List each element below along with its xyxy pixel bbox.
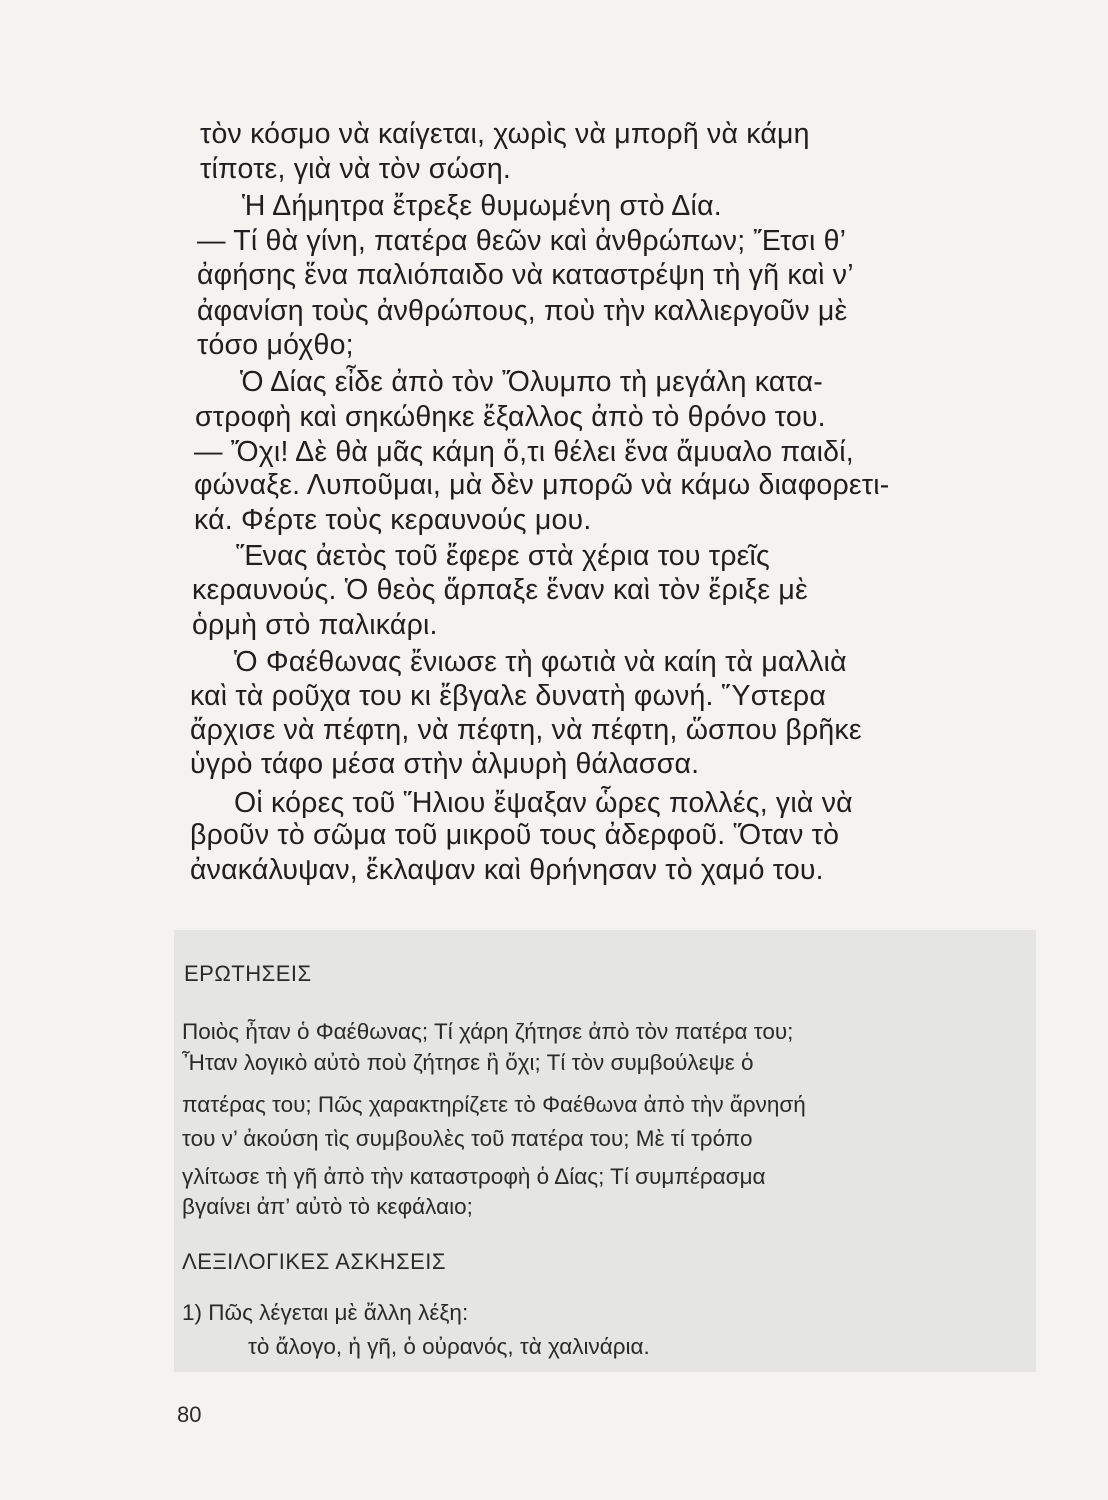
text-line: Ἕνας ἀετὸς τοῦ ἔφερε στὰ χέρια του τρεῖς (236, 540, 770, 572)
question-line: πατέρας του; Πῶς χαρακτηρίζετε τὸ Φαέθωνα ἀπὸ τὴν ἄρνησή (182, 1092, 806, 1117)
question-line: Ποιὸς ἦταν ὁ Φαέθωνας; Τί χάρη ζήτησε ἀπὸ τὸν πατέρα του; (182, 1019, 794, 1044)
text-line: βροῦν τὸ σῶμα τοῦ μικροῦ τους ἀδερφοῦ. Ὅταν τὸ (190, 819, 840, 851)
exercise-item: 1) Πῶς λέγεται μὲ ἄλλη λέξη: (182, 1300, 469, 1325)
text-line: — Ὄχι! Δὲ θὰ μᾶς κάμη ὅ,τι θέλει ἕνα ἄμυαλο παιδί, (194, 436, 854, 468)
text-line: ὑγρὸ τάφο μέσα στὴν ἁλμυρὴ θάλασσα. (190, 748, 700, 780)
text-line: — Τί θὰ γίνη, πατέρα θεῶν καὶ ἀνθρώπων; Ἔτσι θ’ (197, 225, 847, 257)
text-line: Ἡ Δήμητρα ἔτρεξε θυμωμένη στὸ Δία. (242, 190, 722, 222)
text-line: φώναξε. Λυποῦμαι, μὰ δὲν μπορῶ νὰ κάμω διαφορετι- (194, 469, 890, 501)
text-line: τὸν κόσμο νὰ καίγεται, χωρὶς νὰ μπορῆ νὰ κάμη (200, 118, 810, 150)
text-line: ἀφήσης ἕνα παλιόπαιδο νὰ καταστρέψη τὴ γῆ καὶ ν’ (197, 259, 854, 291)
questions-heading: ΕΡΩΤΗΣΕΙΣ (184, 961, 312, 986)
text-line: ἀφανίση τοὺς ἀνθρώπους, ποὺ τὴν καλλιεργοῦν μὲ (197, 295, 848, 327)
text-line: Ὁ Δίας εἶδε ἀπὸ τὸν Ὄλυμπο τὴ μεγάλη κατα- (240, 366, 823, 398)
question-line: βγαίνει ἀπ’ αὐτὸ τὸ κεφάλαιο; (182, 1194, 473, 1219)
text-line: κά. Φέρτε τοὺς κεραυνούς μου. (194, 504, 592, 536)
text-line: τόσο μόχθο; (197, 329, 354, 361)
text-line: Ὁ Φαέθωνας ἔνιωσε τὴ φωτιὰ νὰ καίη τὰ μαλλιὰ (234, 646, 847, 678)
text-line: τίποτε, γιὰ νὰ τὸν σώση. (200, 153, 511, 185)
exercises-heading: ΛΕΞΙΛΟΓΙΚΕΣ ΑΣΚΗΣΕΙΣ (182, 1249, 447, 1274)
text-line: ἀνακάλυψαν, ἔκλαψαν καὶ θρήνησαν τὸ χαμό του. (190, 854, 824, 886)
text-line: Οἱ κόρες τοῦ Ἥλιου ἔψαξαν ὧρες πολλές, γιὰ νὰ (234, 787, 853, 819)
exercise-words: τὸ ἄλογο, ἡ γῆ, ὁ οὐρανός, τὰ χαλινάρια. (248, 1334, 650, 1359)
page-number: 80 (177, 1402, 202, 1427)
question-line: γλίτωσε τὴ γῆ ἀπὸ τὴν καταστροφὴ ὁ Δίας; Τί συμπέρασμα (182, 1164, 766, 1189)
text-line: στροφὴ καὶ σηκώθηκε ἔξαλλος ἀπὸ τὸ θρόνο του. (195, 401, 826, 433)
question-line: Ἦταν λογικὸ αὐτὸ ποὺ ζήτησε ἢ ὄχι; Τί τὸν συμβούλεψε ὁ (182, 1050, 754, 1075)
text-line: ὁρμὴ στὸ παλικάρι. (192, 609, 438, 641)
text-line: ἄρχισε νὰ πέφτη, νὰ πέφτη, νὰ πέφτη, ὥσπου βρῆκε (190, 714, 862, 746)
text-line: καὶ τὰ ροῦχα του κι ἔβγαλε δυνατὴ φωνή. Ὕστερα (190, 680, 826, 712)
text-line: κεραυνούς. Ὁ θεὸς ἅρπαξε ἕναν καὶ τὸν ἔριξε μὲ (192, 574, 808, 606)
question-line: του ν’ ἀκούση τὶς συμβουλὲς τοῦ πατέρα του; Μὲ τί τρόπο (182, 1126, 753, 1151)
